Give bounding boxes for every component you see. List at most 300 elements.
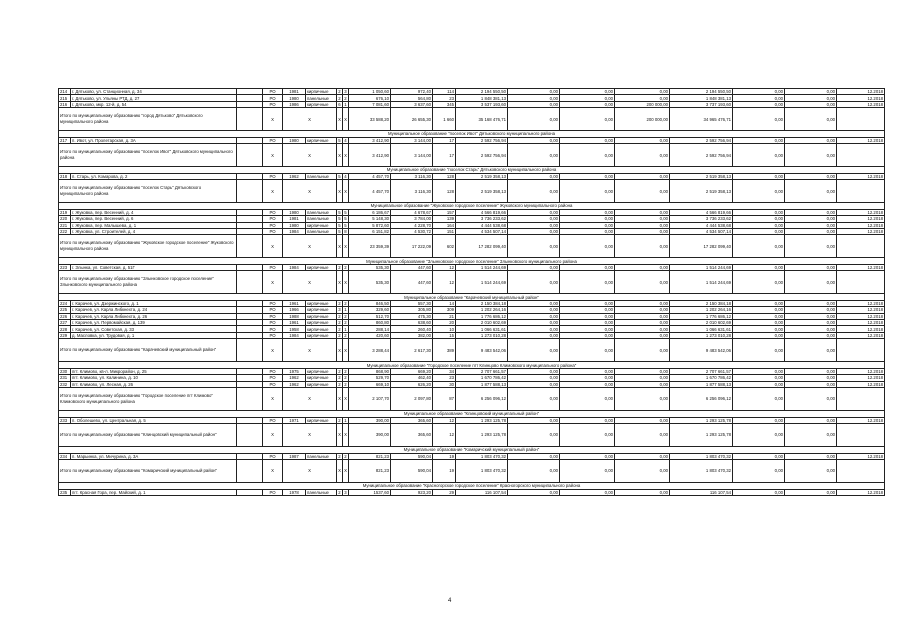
wall-material: кирпичные (306, 313, 337, 319)
floors: 6 (338, 101, 341, 107)
address: г. Карачев, ул. Дзержинского, д. 1 (71, 300, 237, 306)
row-number: 223 (59, 264, 71, 270)
living-area: 923,20 (391, 489, 433, 495)
cost-extra2: 0,00 (785, 423, 837, 446)
cost-owners: 2 707 661,57 (670, 368, 733, 374)
cost-local: 0,00 (615, 180, 670, 203)
cost-owners: 34 965 476,71 (670, 108, 733, 131)
living-area: 475,30 (391, 313, 433, 319)
entrances: 2 (344, 265, 347, 271)
cost-owners: 2 519 358,13 (670, 180, 733, 203)
row-number: 232 (59, 381, 71, 387)
residents: 157 (433, 209, 456, 215)
address: г. Жуковка, пер. Малышева, д. 1 (71, 222, 237, 228)
total-area: 23 359,39 (349, 235, 391, 258)
method: РО (263, 375, 283, 381)
residents: 30 (433, 381, 456, 387)
floors: 2 (338, 381, 341, 387)
x-mark: X (343, 144, 349, 167)
cost-federal: 0,00 (508, 209, 560, 215)
row-number: 216 (59, 101, 71, 107)
deadline (837, 144, 885, 167)
cost-extra1: 0,00 (733, 332, 785, 338)
residents: 19 (433, 459, 456, 482)
x-mark: X (263, 459, 283, 482)
section-header-row (59, 410, 885, 417)
address: пгт. Климово, ул. Лесная, д. 26 (71, 381, 237, 387)
empty-cell (237, 423, 263, 446)
residents: 23 (433, 375, 456, 381)
address: г. Злынка, ул. Советская, д. 51Г (71, 264, 237, 270)
cost-owners: 2 519 358,13 (670, 173, 733, 179)
living-area: 3 144,00 (391, 137, 433, 143)
residents: 17 (433, 137, 456, 143)
x-mark: X (263, 423, 283, 446)
wall-material: панельные (306, 453, 337, 459)
cost-local: 0,00 (615, 459, 670, 482)
entrances: 2 (344, 95, 347, 101)
entrances: 4 (344, 173, 347, 179)
x-mark: X (263, 271, 283, 294)
cost-federal: 0,00 (508, 417, 560, 423)
deadline: 12.2018 (837, 332, 885, 338)
x-mark: X (283, 180, 337, 203)
cost-regional: 0,00 (560, 320, 615, 326)
residents: 1 660 (433, 108, 456, 131)
cost-owners: 1 293 125,78 (670, 423, 733, 446)
cost-regional: 0,00 (560, 417, 615, 423)
total-label: Итого по муниципальному образованию "Злынковское городское поселение" Злынковского муниципального района (59, 271, 237, 294)
subtotal-row (59, 339, 885, 362)
total-area: 5 872,60 (349, 222, 391, 228)
cost-regional: 0,00 (560, 423, 615, 446)
cost-extra2: 0,00 (785, 209, 837, 215)
wall-material: кирпичные (306, 332, 337, 338)
total-area: 1537,60 (349, 489, 391, 495)
cost-total: 2 592 756,94 (456, 144, 508, 167)
row-number: 231 (59, 375, 71, 381)
entrances: 4 (344, 137, 347, 143)
method: РО (263, 326, 283, 332)
method: РО (263, 173, 283, 179)
living-area: 3 116,30 (391, 173, 433, 179)
year: 1987 (283, 453, 306, 459)
cost-extra2: 0,00 (785, 89, 837, 95)
cost-total: 4 444 538,68 (456, 222, 508, 228)
cost-local: 0,00 (615, 320, 670, 326)
entrances: 2 (344, 313, 347, 319)
method: РО (263, 368, 283, 374)
cost-federal: 0,00 (508, 423, 560, 446)
cost-regional: 0,00 (560, 381, 615, 387)
floors: 5 (338, 173, 341, 179)
residents: 114 (433, 89, 456, 95)
cost-owners: 9 483 542,06 (670, 339, 733, 362)
cost-owners: 4 444 538,68 (670, 222, 733, 228)
living-area: 305,80 (391, 307, 433, 313)
method: РО (263, 332, 283, 338)
residents: 12 (433, 271, 456, 294)
wall-material: кирпичные (306, 89, 337, 95)
cost-total: 2 150 384,18 (456, 300, 508, 306)
cost-local: 0,00 (615, 228, 670, 234)
total-area: 1 050,60 (349, 89, 391, 95)
entrances: 1 (344, 417, 347, 423)
empty-cell (237, 459, 263, 482)
year: 1966 (283, 307, 306, 313)
method: РО (263, 209, 283, 215)
deadline: 12.2018 (837, 453, 885, 459)
x-mark: X (263, 108, 283, 131)
cost-local: 0,00 (615, 423, 670, 446)
cost-total: 17 282 099,40 (456, 235, 508, 258)
empty-cell (237, 387, 263, 410)
method: РО (263, 95, 283, 101)
cost-federal: 0,00 (508, 489, 560, 495)
program-table (58, 88, 885, 496)
cost-federal: 0,00 (508, 108, 560, 131)
cost-regional: 0,00 (560, 339, 615, 362)
cost-extra1: 0,00 (733, 264, 785, 270)
cost-regional: 0,00 (560, 375, 615, 381)
residents: 87 (433, 387, 456, 410)
x-mark: X (263, 387, 283, 410)
floors: 2 (338, 375, 341, 381)
cost-extra1: 0,00 (733, 95, 785, 101)
floors: 5 (338, 137, 341, 143)
subtotal-row (59, 459, 885, 482)
cost-extra1: 0,00 (733, 423, 785, 446)
year: 1978 (283, 489, 306, 495)
cost-extra1: 0,00 (733, 235, 785, 258)
residents: 15 (433, 332, 456, 338)
cost-local: 0,00 (615, 264, 670, 270)
cost-extra1: 0,00 (733, 180, 785, 203)
x-mark: X (337, 459, 343, 482)
cost-federal: 0,00 (508, 368, 560, 374)
address: п. Ивот, ул. Пролетарская, д. 3А (71, 137, 237, 143)
subtotal-row (59, 423, 885, 446)
method: РО (263, 137, 283, 143)
living-area: 590,04 (391, 459, 433, 482)
row-number: 230 (59, 368, 71, 374)
method: РО (263, 381, 283, 387)
floors: 2 (338, 320, 341, 326)
year: 1961 (283, 300, 306, 306)
cost-owners: 3 737 193,60 (670, 101, 733, 107)
cost-local: 0,00 (615, 137, 670, 143)
total-area: 4 457,70 (349, 173, 391, 179)
cost-total: 3 736 233,62 (456, 216, 508, 222)
cost-owners: 1 803 470,32 (670, 453, 733, 459)
cost-local: 200 000,00 (615, 101, 670, 107)
year: 1988 (283, 313, 306, 319)
cost-extra1: 0,00 (733, 387, 785, 410)
cost-total: 1 293 125,78 (456, 417, 508, 423)
cost-extra2: 0,00 (785, 108, 837, 131)
total-label: Итого по муниципальному образованию "поселок Старь" Дятьковского муниципального района (59, 180, 237, 203)
cost-extra1: 0,00 (733, 459, 785, 482)
cost-extra1: 0,00 (733, 271, 785, 294)
cost-total: 2 194 550,50 (456, 89, 508, 95)
cost-regional: 0,00 (560, 271, 615, 294)
residents: 128 (433, 173, 456, 179)
total-label: Итого по муниципальному образованию "Комаричский муниципальный район" (59, 459, 237, 482)
wall-material: кирпичные (306, 417, 337, 423)
deadline (837, 387, 885, 410)
table-row (59, 489, 885, 495)
address: г. Карачев, ул. Первомайская, д. 139 (71, 320, 237, 326)
cost-federal: 0,00 (508, 339, 560, 362)
cost-local: 0,00 (615, 453, 670, 459)
living-area: 2 097,80 (391, 387, 433, 410)
x-mark: X (343, 387, 349, 410)
entrances: 2 (344, 369, 347, 374)
wall-material: панельные (306, 95, 337, 101)
entrances: 2 (344, 301, 347, 307)
cost-local: 0,00 (615, 216, 670, 222)
floors: 2 (338, 417, 341, 423)
row-number: 234 (59, 453, 71, 459)
row-number: 215 (59, 95, 71, 101)
section-title: Муниципальное образование "Красногорское городское поселение" Красногорского муниципального района (59, 482, 885, 489)
cost-local: 0,00 (615, 144, 670, 167)
cost-extra1: 0,00 (733, 300, 785, 306)
cost-total: 1 803 470,32 (456, 453, 508, 459)
cost-regional: 0,00 (560, 209, 615, 215)
total-area: 6 151,82 (349, 228, 391, 234)
deadline: 12.2018 (837, 381, 885, 387)
cost-extra2: 0,00 (785, 489, 837, 495)
cost-owners: 1 776 686,12 (670, 313, 733, 319)
cost-local: 0,00 (615, 375, 670, 381)
cost-total: 1 776 686,12 (456, 313, 508, 319)
wall-material: панельные (306, 489, 337, 495)
cost-extra1: 0,00 (733, 137, 785, 143)
x-mark: X (343, 271, 349, 294)
empty-cell (237, 271, 263, 294)
cost-federal: 0,00 (508, 89, 560, 95)
year: 1984 (283, 264, 306, 270)
cost-extra1: 0,00 (733, 89, 785, 95)
residents: 128 (433, 180, 456, 203)
entrances: 1 (344, 101, 347, 107)
living-area: 447,60 (391, 271, 433, 294)
cost-federal: 0,00 (508, 332, 560, 338)
section-title: Муниципальное образование "Карачевский муниципальный район" (59, 294, 885, 301)
year: 1962 (283, 173, 306, 179)
x-mark: X (283, 144, 337, 167)
cost-federal: 0,00 (508, 271, 560, 294)
floors: 2 (338, 453, 341, 459)
wall-material: кирпичные (306, 320, 337, 326)
total-area: 676,10 (349, 95, 391, 101)
cost-extra2: 0,00 (785, 313, 837, 319)
deadline: 12.2018 (837, 264, 885, 270)
cost-extra1: 0,00 (733, 313, 785, 319)
cost-total: 1 066 631,61 (456, 326, 508, 332)
x-mark: X (263, 339, 283, 362)
residents: 164 (433, 222, 456, 228)
cost-total: 1 670 786,42 (456, 375, 508, 381)
section-header-row (59, 446, 885, 453)
living-area: 462,40 (391, 375, 433, 381)
cost-federal: 0,00 (508, 95, 560, 101)
address: г. Дятьково, ул. Ульяны РТД, д. 27 (71, 95, 237, 101)
x-mark: X (263, 235, 283, 258)
cost-total: 1 514 244,69 (456, 271, 508, 294)
cost-owners: 1 514 244,69 (670, 271, 733, 294)
deadline: 12.2018 (837, 95, 885, 101)
cost-federal: 0,00 (508, 222, 560, 228)
cost-owners: 1 670 786,42 (670, 375, 733, 381)
cost-federal: 0,00 (508, 235, 560, 258)
floors: 5 (338, 209, 341, 215)
x-mark: X (337, 180, 343, 203)
cost-extra2: 0,00 (785, 368, 837, 374)
cost-extra1: 0,00 (733, 453, 785, 459)
total-area: 821,23 (349, 453, 391, 459)
cost-regional: 0,00 (560, 332, 615, 338)
floors: 2 (338, 313, 341, 319)
residents: 12 (433, 423, 456, 446)
x-mark: X (343, 459, 349, 482)
row-number: 219 (59, 209, 71, 215)
cost-regional: 0,00 (560, 307, 615, 313)
living-area: 3 637,60 (391, 101, 433, 107)
year: 1980 (283, 209, 306, 215)
x-mark: X (283, 108, 337, 131)
cost-extra1: 0,00 (733, 209, 785, 215)
total-area: 3 288,44 (349, 339, 391, 362)
address: г. Дятьково, ул. Станционная, д. 34 (71, 89, 237, 95)
residents: 309 (433, 307, 456, 313)
cost-federal: 0,00 (508, 180, 560, 203)
cost-federal: 0,00 (508, 320, 560, 326)
deadline: 12.2018 (837, 173, 885, 179)
subtotal-row (59, 180, 885, 203)
cost-owners: 2 150 384,18 (670, 300, 733, 306)
cost-owners: 17 282 099,40 (670, 235, 733, 258)
year: 1975 (283, 368, 306, 374)
deadline (837, 339, 885, 362)
cost-local: 200 000,00 (615, 108, 670, 131)
cost-total: 2 592 756,94 (456, 137, 508, 143)
residents: 34 (433, 368, 456, 374)
address: п. Старь, ул. Комарова, д. 2 (71, 173, 237, 179)
section-header-row (59, 167, 885, 174)
cost-extra1: 0,00 (733, 417, 785, 423)
living-area: 3 116,30 (391, 180, 433, 203)
cost-local: 0,00 (615, 339, 670, 362)
cost-regional: 0,00 (560, 95, 615, 101)
row-number: 221 (59, 222, 71, 228)
row-number: 217 (59, 137, 71, 143)
cost-local: 0,00 (615, 368, 670, 374)
cost-federal: 0,00 (508, 144, 560, 167)
floors: 2 (338, 333, 341, 339)
row-number: 222 (59, 228, 71, 234)
total-area: 868,90 (349, 368, 391, 374)
deadline: 12.2018 (837, 417, 885, 423)
empty-cell (237, 108, 263, 131)
cost-owners: 1 848 381,13 (670, 95, 733, 101)
cost-local: 0,00 (615, 222, 670, 228)
address: г. Жуковка, ул. Строителей, д. 4 (71, 228, 237, 234)
deadline (837, 235, 885, 258)
x-mark: X (263, 180, 283, 203)
residents: 17 (433, 144, 456, 167)
total-area: 669,10 (349, 381, 391, 387)
page-number: 4 (448, 598, 452, 604)
x-mark: X (337, 271, 343, 294)
address: пгт. Красная Гора, пер. Майский, д. 1 (71, 489, 237, 495)
section-title: Муниципальное образование "Комаричский муниципальный район" (59, 446, 885, 453)
section-title: Муниципальное образование "Клинцовский муниципальный район" (59, 410, 885, 417)
cost-owners: 2 010 602,69 (670, 320, 733, 326)
residents: 14 (433, 300, 456, 306)
cost-local: 0,00 (615, 235, 670, 258)
cost-total: 2 519 358,13 (456, 180, 508, 203)
cost-total: 3 537 193,60 (456, 101, 508, 107)
cost-regional: 0,00 (560, 180, 615, 203)
cost-total: 1 803 470,32 (456, 459, 508, 482)
row-number: 220 (59, 216, 71, 222)
wall-material: кирпичные (306, 375, 337, 381)
x-mark: X (283, 339, 337, 362)
cost-extra1: 0,00 (733, 320, 785, 326)
cost-owners: 2 194 550,50 (670, 89, 733, 95)
residents: 19 (433, 453, 456, 459)
living-area: 260,40 (391, 326, 433, 332)
living-area: 26 655,30 (391, 108, 433, 131)
wall-material: кирпичные (306, 222, 337, 228)
residents: 602 (433, 235, 456, 258)
cost-extra2: 0,00 (785, 228, 837, 234)
deadline: 12.2018 (837, 320, 885, 326)
x-mark: X (343, 423, 349, 446)
deadline: 12.2018 (837, 228, 885, 234)
deadline: 12.2018 (837, 489, 885, 495)
cost-owners: 6 256 096,12 (670, 387, 733, 410)
cost-owners: 2 592 756,94 (670, 137, 733, 143)
year: 1981 (283, 89, 306, 95)
row-number: 235 (59, 489, 71, 495)
entrances: 2 (344, 333, 347, 339)
cost-regional: 0,00 (560, 101, 615, 107)
method: РО (263, 489, 283, 495)
cost-extra2: 0,00 (785, 235, 837, 258)
cost-federal: 0,00 (508, 264, 560, 270)
method: РО (263, 89, 283, 95)
total-area: 288,14 (349, 326, 391, 332)
wall-material: панельные (306, 228, 337, 234)
cost-owners: 4 534 507,14 (670, 228, 733, 234)
entrances: 3 (344, 489, 347, 495)
cost-local: 0,00 (615, 313, 670, 319)
cost-total: 1 514 244,69 (456, 264, 508, 270)
total-area: 33 588,20 (349, 108, 391, 131)
cost-owners: 1 293 125,78 (670, 417, 733, 423)
living-area: 3 784,00 (391, 216, 433, 222)
cost-total: 4 566 819,66 (456, 209, 508, 215)
cost-federal: 0,00 (508, 137, 560, 143)
cost-extra2: 0,00 (785, 271, 837, 294)
total-label: Итого по муниципальному образованию "город Дятьково" Дятьковского муниципального района (59, 108, 237, 131)
cost-regional: 0,00 (560, 222, 615, 228)
entrances: 2 (344, 453, 347, 459)
deadline: 12.2018 (837, 222, 885, 228)
